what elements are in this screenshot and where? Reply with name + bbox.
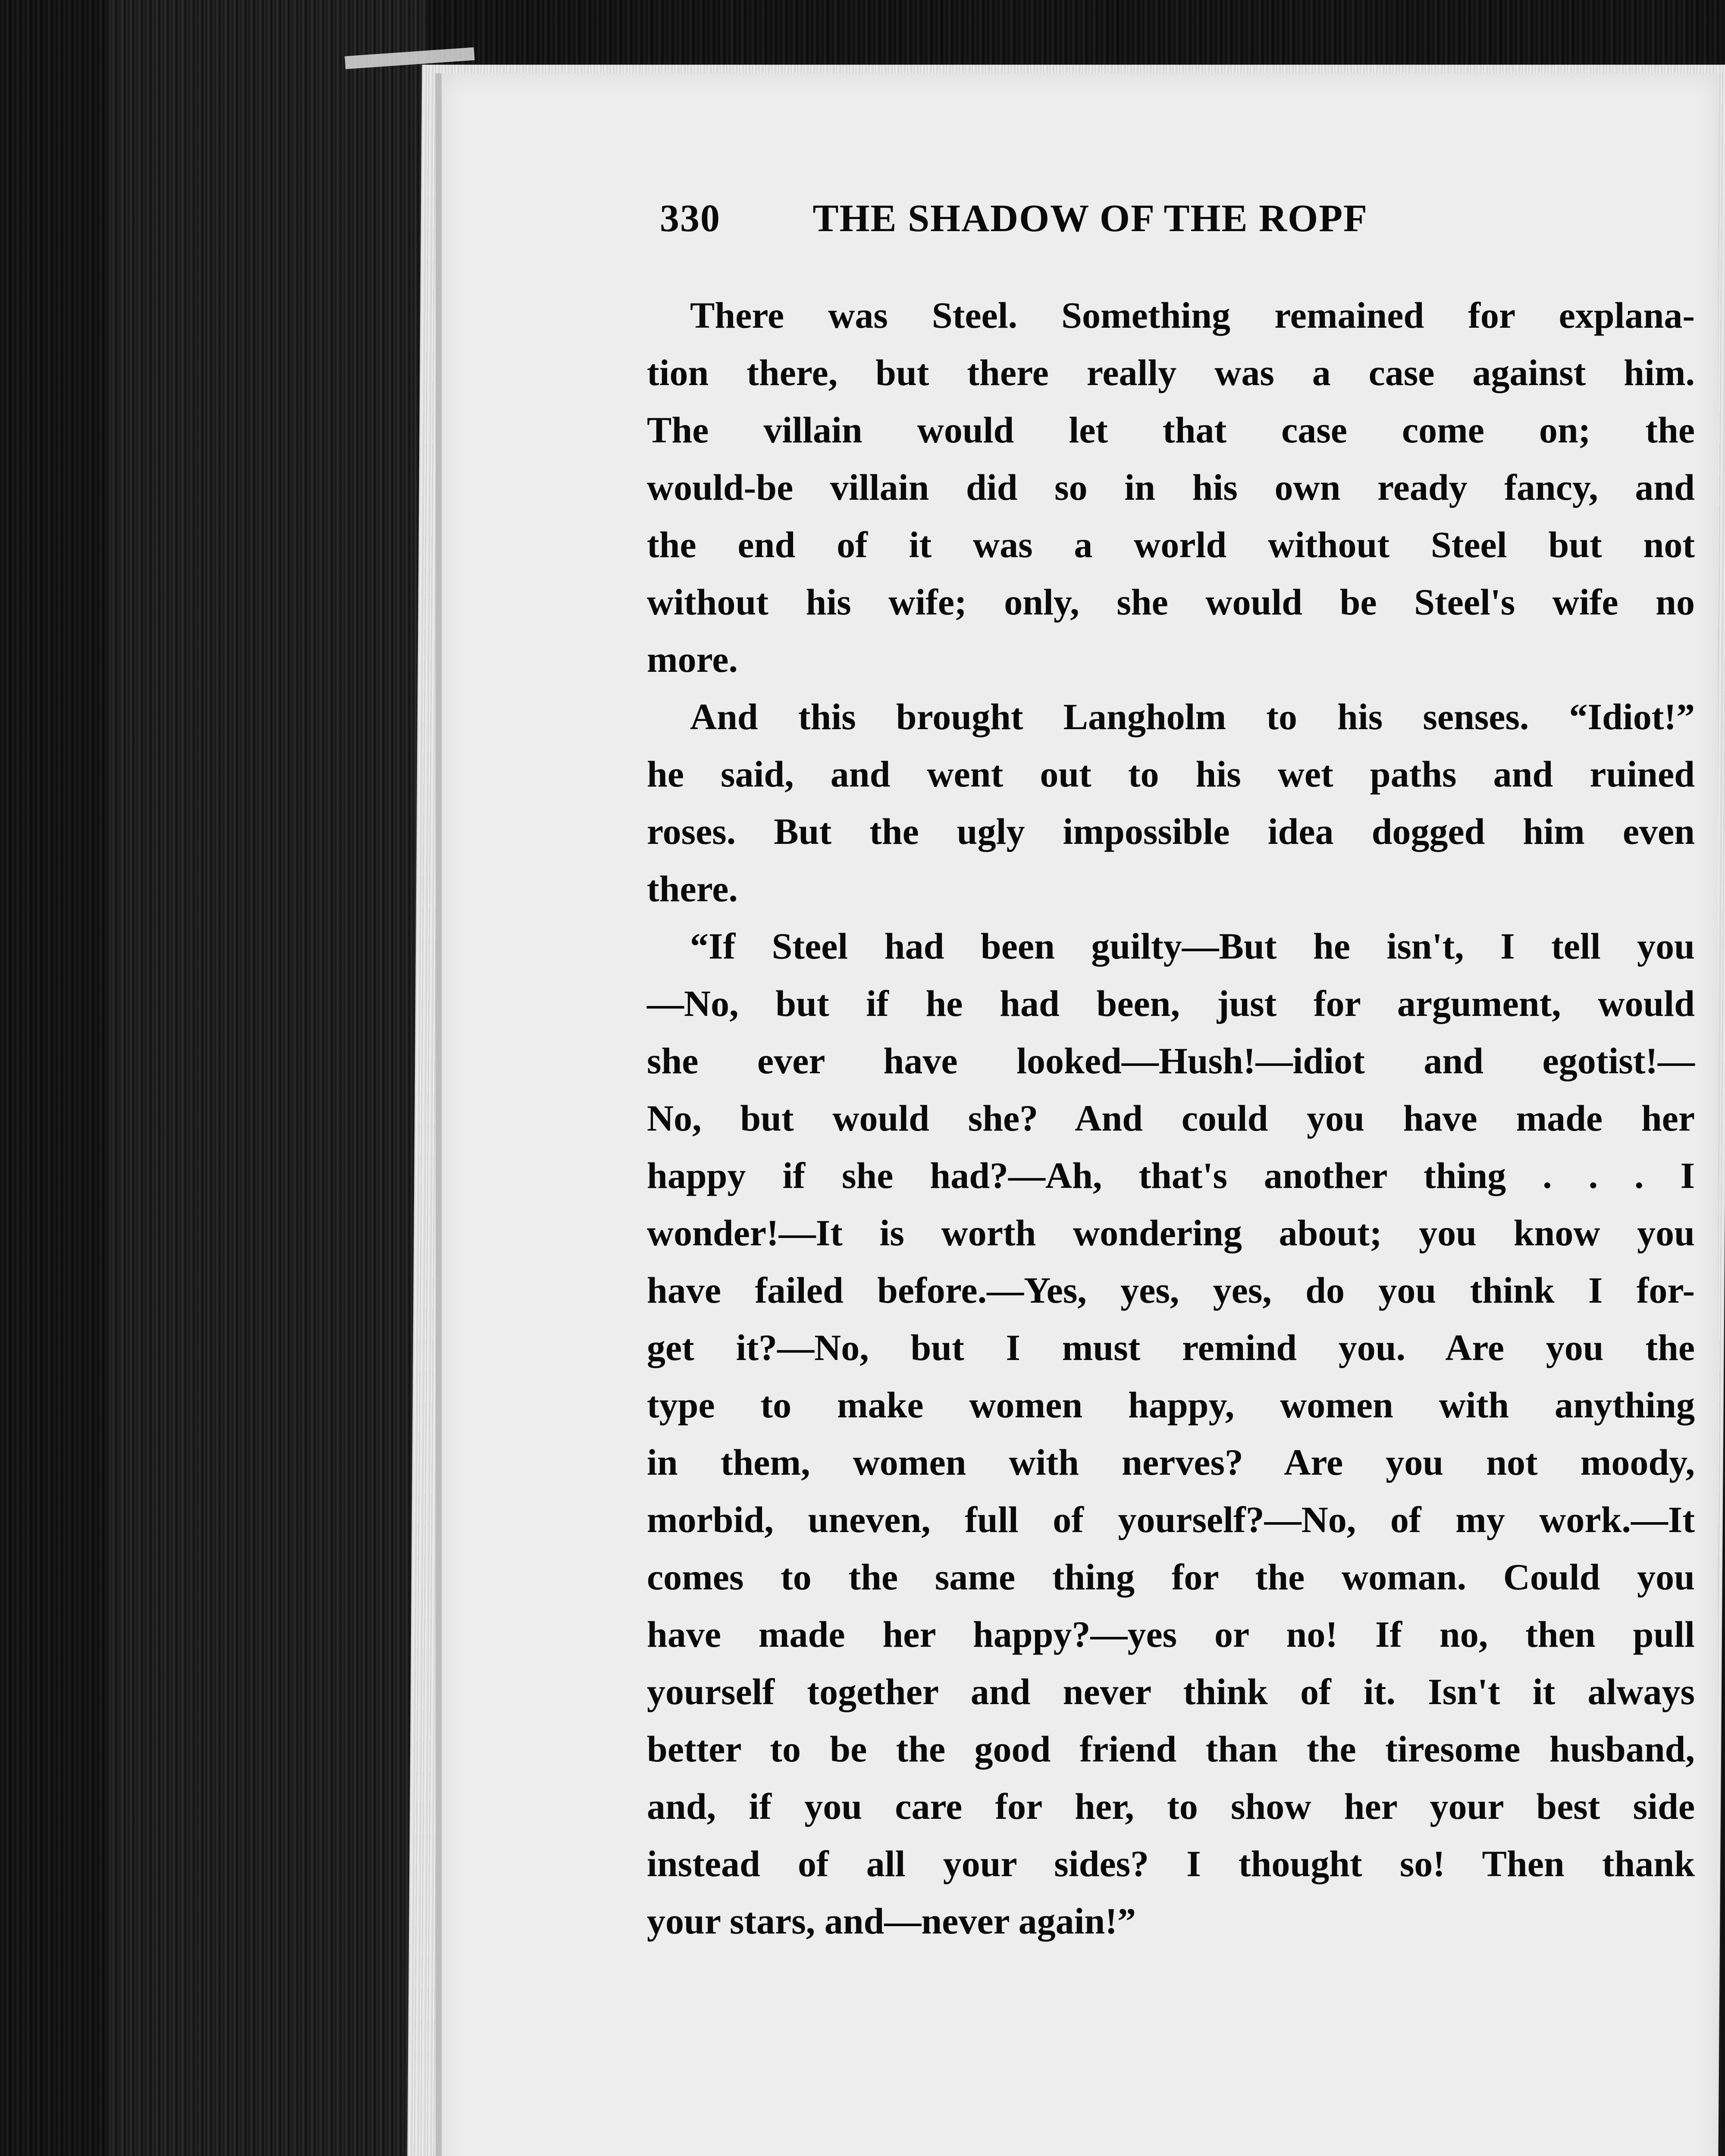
text-line: —No, but if he had been, just for argument, would xyxy=(647,983,1695,1024)
text-line: in them, women with nerves? Are you not moody, xyxy=(647,1442,1695,1483)
text-line: happy if she had?—Ah, that's another thing . . . I xyxy=(647,1155,1695,1196)
text-line: comes to the same thing for the woman. Could you xyxy=(647,1556,1695,1598)
text-line: There was Steel. Something remained for explana- xyxy=(690,295,1695,336)
text-line: she ever have looked—Hush!—idiot and egotist!— xyxy=(647,1040,1695,1081)
text-line: your stars, and—never again!” xyxy=(647,1900,1136,1942)
text-line: more. xyxy=(647,639,738,680)
text-line: better to be the good friend than the tiresome husband, xyxy=(647,1728,1695,1770)
text-line: there. xyxy=(647,868,738,909)
text-line: “If Steel had been guilty—But he isn't, I tell you xyxy=(690,925,1695,967)
text-line: And this brought Langholm to his senses. “Idiot!” xyxy=(690,696,1695,737)
page-number: 330 xyxy=(660,197,721,240)
book-edge-strip xyxy=(108,0,427,2156)
text-line: instead of all your sides? I thought so! Then thank xyxy=(647,1843,1695,1884)
text-line: The villain would let that case come on; the xyxy=(647,409,1695,451)
text-line: No, but would she? And could you have made her xyxy=(647,1097,1695,1139)
text-line: get it?—No, but I must remind you. Are you the xyxy=(647,1327,1695,1368)
body-text xyxy=(647,287,1695,1950)
text-line: and, if you care for her, to show her your best side xyxy=(647,1786,1695,1827)
text-line: tion there, but there really was a case against him. xyxy=(647,352,1695,393)
text-line: yourself together and never think of it. Isn't it always xyxy=(647,1671,1695,1712)
text-line: he said, and went out to his wet paths and ruined xyxy=(647,753,1695,795)
text-line: morbid, uneven, full of yourself?—No, of my work.—It xyxy=(647,1499,1695,1540)
text-line: the end of it was a world without Steel but not xyxy=(647,524,1695,565)
text-line: have failed before.—Yes, yes, yes, do you think I for- xyxy=(647,1269,1695,1311)
text-line: roses. But the ugly impossible idea dogged him even xyxy=(647,811,1695,852)
running-head xyxy=(660,196,1695,252)
running-title: THE SHADOW OF THE ROPF xyxy=(812,197,1368,240)
text-line: without his wife; only, she would be Steel's wife no xyxy=(647,581,1695,623)
text-line: would-be villain did so in his own ready fancy, and xyxy=(647,467,1695,508)
text-line: type to make women happy, women with anything xyxy=(647,1384,1695,1426)
text-line: have made her happy?—yes or no! If no, then pull xyxy=(647,1614,1695,1655)
text-line: wonder!—It is worth wondering about; you know you xyxy=(647,1212,1695,1253)
